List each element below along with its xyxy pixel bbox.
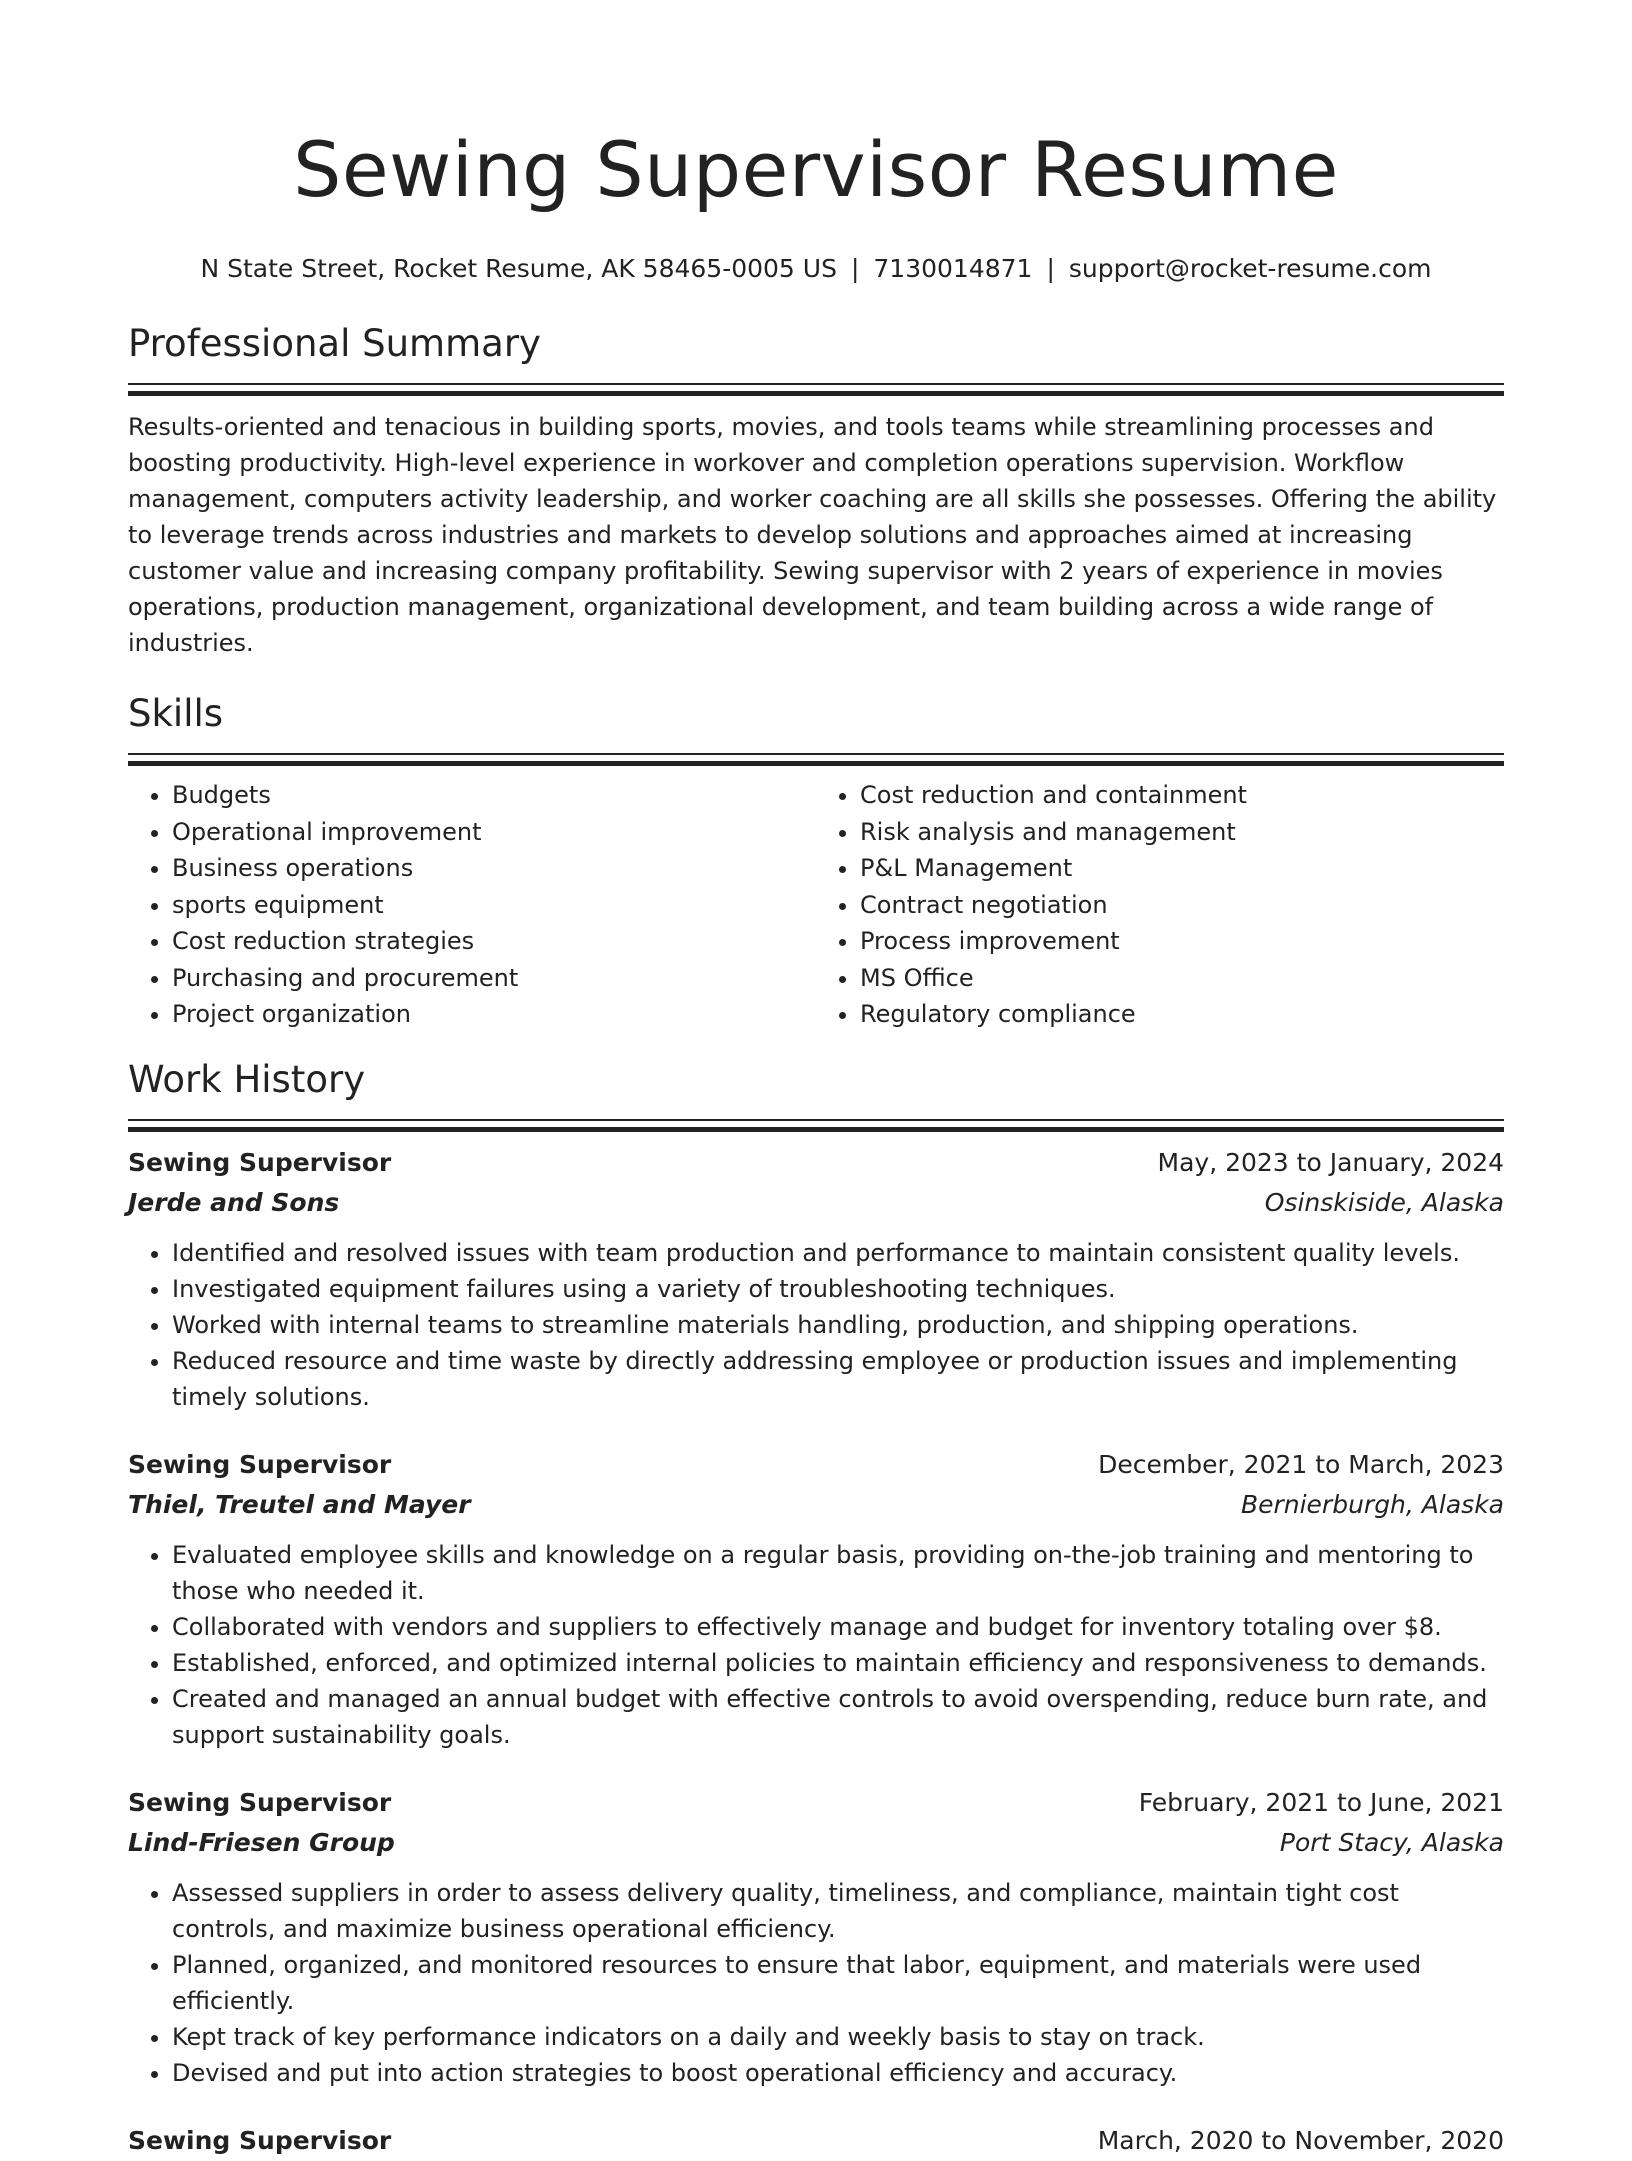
- job-subheader: [128, 1823, 1504, 1863]
- job-title: Sewing Supervisor: [128, 1449, 392, 1479]
- job-dates: February, 2021 to June, 2021: [1138, 1787, 1504, 1817]
- job-bullet: • Devised and put into action strategies to boost operational efficiency and accuracy.: [172, 2055, 1504, 2091]
- job-header: [128, 2121, 1504, 2161]
- skill-item: • P&L Management: [860, 850, 1504, 887]
- section-title-work-history: Work History: [128, 1057, 366, 1101]
- job-bullet: • Identified and resolved issues with team production and performance to maintain consistent quality levels.: [172, 1235, 1504, 1271]
- skill-item: • Operational improvement: [172, 814, 816, 851]
- job-bullet: • Planned, organized, and monitored resources to ensure that labor, equipment, and materials were used efficiently.: [172, 1947, 1504, 2019]
- skill-item: • Risk analysis and management: [860, 814, 1504, 851]
- work-history-section: [128, 1055, 1504, 2161]
- job-bullet: • Assessed suppliers in order to assess delivery quality, timeliness, and compliance, maintain tight cost controls, and maximize business operational efficiency.: [172, 1875, 1504, 1947]
- job-subheader: [128, 1485, 1504, 1525]
- skill-item: • MS Office: [860, 960, 1504, 997]
- contact-phone: 7130014871: [873, 254, 1033, 283]
- skill-item: • Business operations: [172, 850, 816, 887]
- skill-item: • Budgets: [172, 777, 816, 814]
- job-company: Thiel, Treutel and Mayer: [128, 1489, 471, 1519]
- job-bullet: • Collaborated with vendors and suppliers to effectively manage and budget for inventory totaling over $8.: [172, 1609, 1504, 1645]
- contact-address: N State Street, Rocket Resume, AK 58465-0005 US: [200, 254, 837, 283]
- skill-item: • Cost reduction strategies: [172, 923, 816, 960]
- skills-list-right: [816, 777, 1504, 1033]
- section-divider: [128, 753, 1504, 765]
- section-divider: [128, 1119, 1504, 1131]
- skills-list-left: [128, 777, 816, 1033]
- job-bullets: [128, 1537, 1504, 1753]
- contact-separator: |: [850, 254, 860, 283]
- job-header: [128, 1783, 1504, 1823]
- job-bullet: • Established, enforced, and optimized internal policies to maintain efficiency and responsiveness to demands.: [172, 1645, 1504, 1681]
- contact-line: [128, 252, 1504, 286]
- job-bullet: • Worked with internal teams to streamline materials handling, production, and shipping operations.: [172, 1307, 1504, 1343]
- job-bullet: • Reduced resource and time waste by directly addressing employee or production issues and implementing timely solutions.: [172, 1343, 1504, 1415]
- contact-email: support@rocket-resume.com: [1068, 254, 1432, 283]
- job-bullet: • Evaluated employee skills and knowledge on a regular basis, providing on-the-job training and mentoring to those who needed it.: [172, 1537, 1504, 1609]
- job-entry: [128, 2121, 1504, 2161]
- skills-columns: [128, 777, 1504, 1033]
- summary-paragraph: Results-oriented and tenacious in building sports, movies, and tools teams while streamlining processes and boosting productivity. High-level experience in workover and completion operations supervision. Workflow management, computers activity leadership, and worker coaching are all skills she possesses. Offering the ability to leverage trends across industries and markets to develop solutions and approaches aimed at increasing customer value and increasing company profitability. Sewing supervisor with 2 years of experience in movies operations, production management, organizational development, and team building across a wide range of industries.: [128, 413, 1497, 657]
- job-header: [128, 1445, 1504, 1485]
- section-title-summary: Professional Summary: [128, 322, 541, 365]
- job-subheader: [128, 1183, 1504, 1223]
- job-dates: March, 2020 to November, 2020: [1097, 2125, 1504, 2155]
- job-company: Jerde and Sons: [128, 1187, 340, 1217]
- section-title-skills: Skills: [128, 692, 224, 735]
- summary-section: [128, 319, 1504, 661]
- job-entry: [128, 1445, 1504, 1753]
- job-location: Osinskiside, Alaska: [1264, 1187, 1504, 1217]
- skills-section: [128, 689, 1504, 1033]
- job-bullets: [128, 1875, 1504, 2091]
- job-company: Lind-Friesen Group: [128, 1827, 395, 1857]
- skill-item: • Contract negotiation: [860, 887, 1504, 924]
- job-title: Sewing Supervisor: [128, 2125, 392, 2155]
- resume-title: Sewing Supervisor Resume: [293, 125, 1339, 214]
- skill-item: • Cost reduction and containment: [860, 777, 1504, 814]
- skill-item: • Process improvement: [860, 923, 1504, 960]
- job-dates: May, 2023 to January, 2024: [1157, 1147, 1504, 1177]
- job-bullets: [128, 1235, 1504, 1415]
- section-divider: [128, 383, 1504, 395]
- job-title: Sewing Supervisor: [128, 1787, 392, 1817]
- skill-item: • Regulatory compliance: [860, 996, 1504, 1033]
- contact-separator: |: [1046, 254, 1055, 283]
- job-title: Sewing Supervisor: [128, 1147, 392, 1177]
- job-entry: [128, 1143, 1504, 1415]
- job-entry: [128, 1783, 1504, 2091]
- skill-item: • Purchasing and procurement: [172, 960, 816, 997]
- skill-item: • Project organization: [172, 996, 816, 1033]
- job-location: Bernierburgh, Alaska: [1240, 1489, 1504, 1519]
- job-bullet: • Created and managed an annual budget with effective controls to avoid overspending, reduce burn rate, and support sustainability goals.: [172, 1681, 1504, 1753]
- job-bullet: • Investigated equipment failures using a variety of troubleshooting techniques.: [172, 1271, 1504, 1307]
- job-dates: December, 2021 to March, 2023: [1098, 1449, 1504, 1479]
- skill-item: • sports equipment: [172, 887, 816, 924]
- job-header: [128, 1143, 1504, 1183]
- job-bullet: • Kept track of key performance indicators on a daily and weekly basis to stay on track.: [172, 2019, 1504, 2055]
- job-location: Port Stacy, Alaska: [1279, 1827, 1504, 1857]
